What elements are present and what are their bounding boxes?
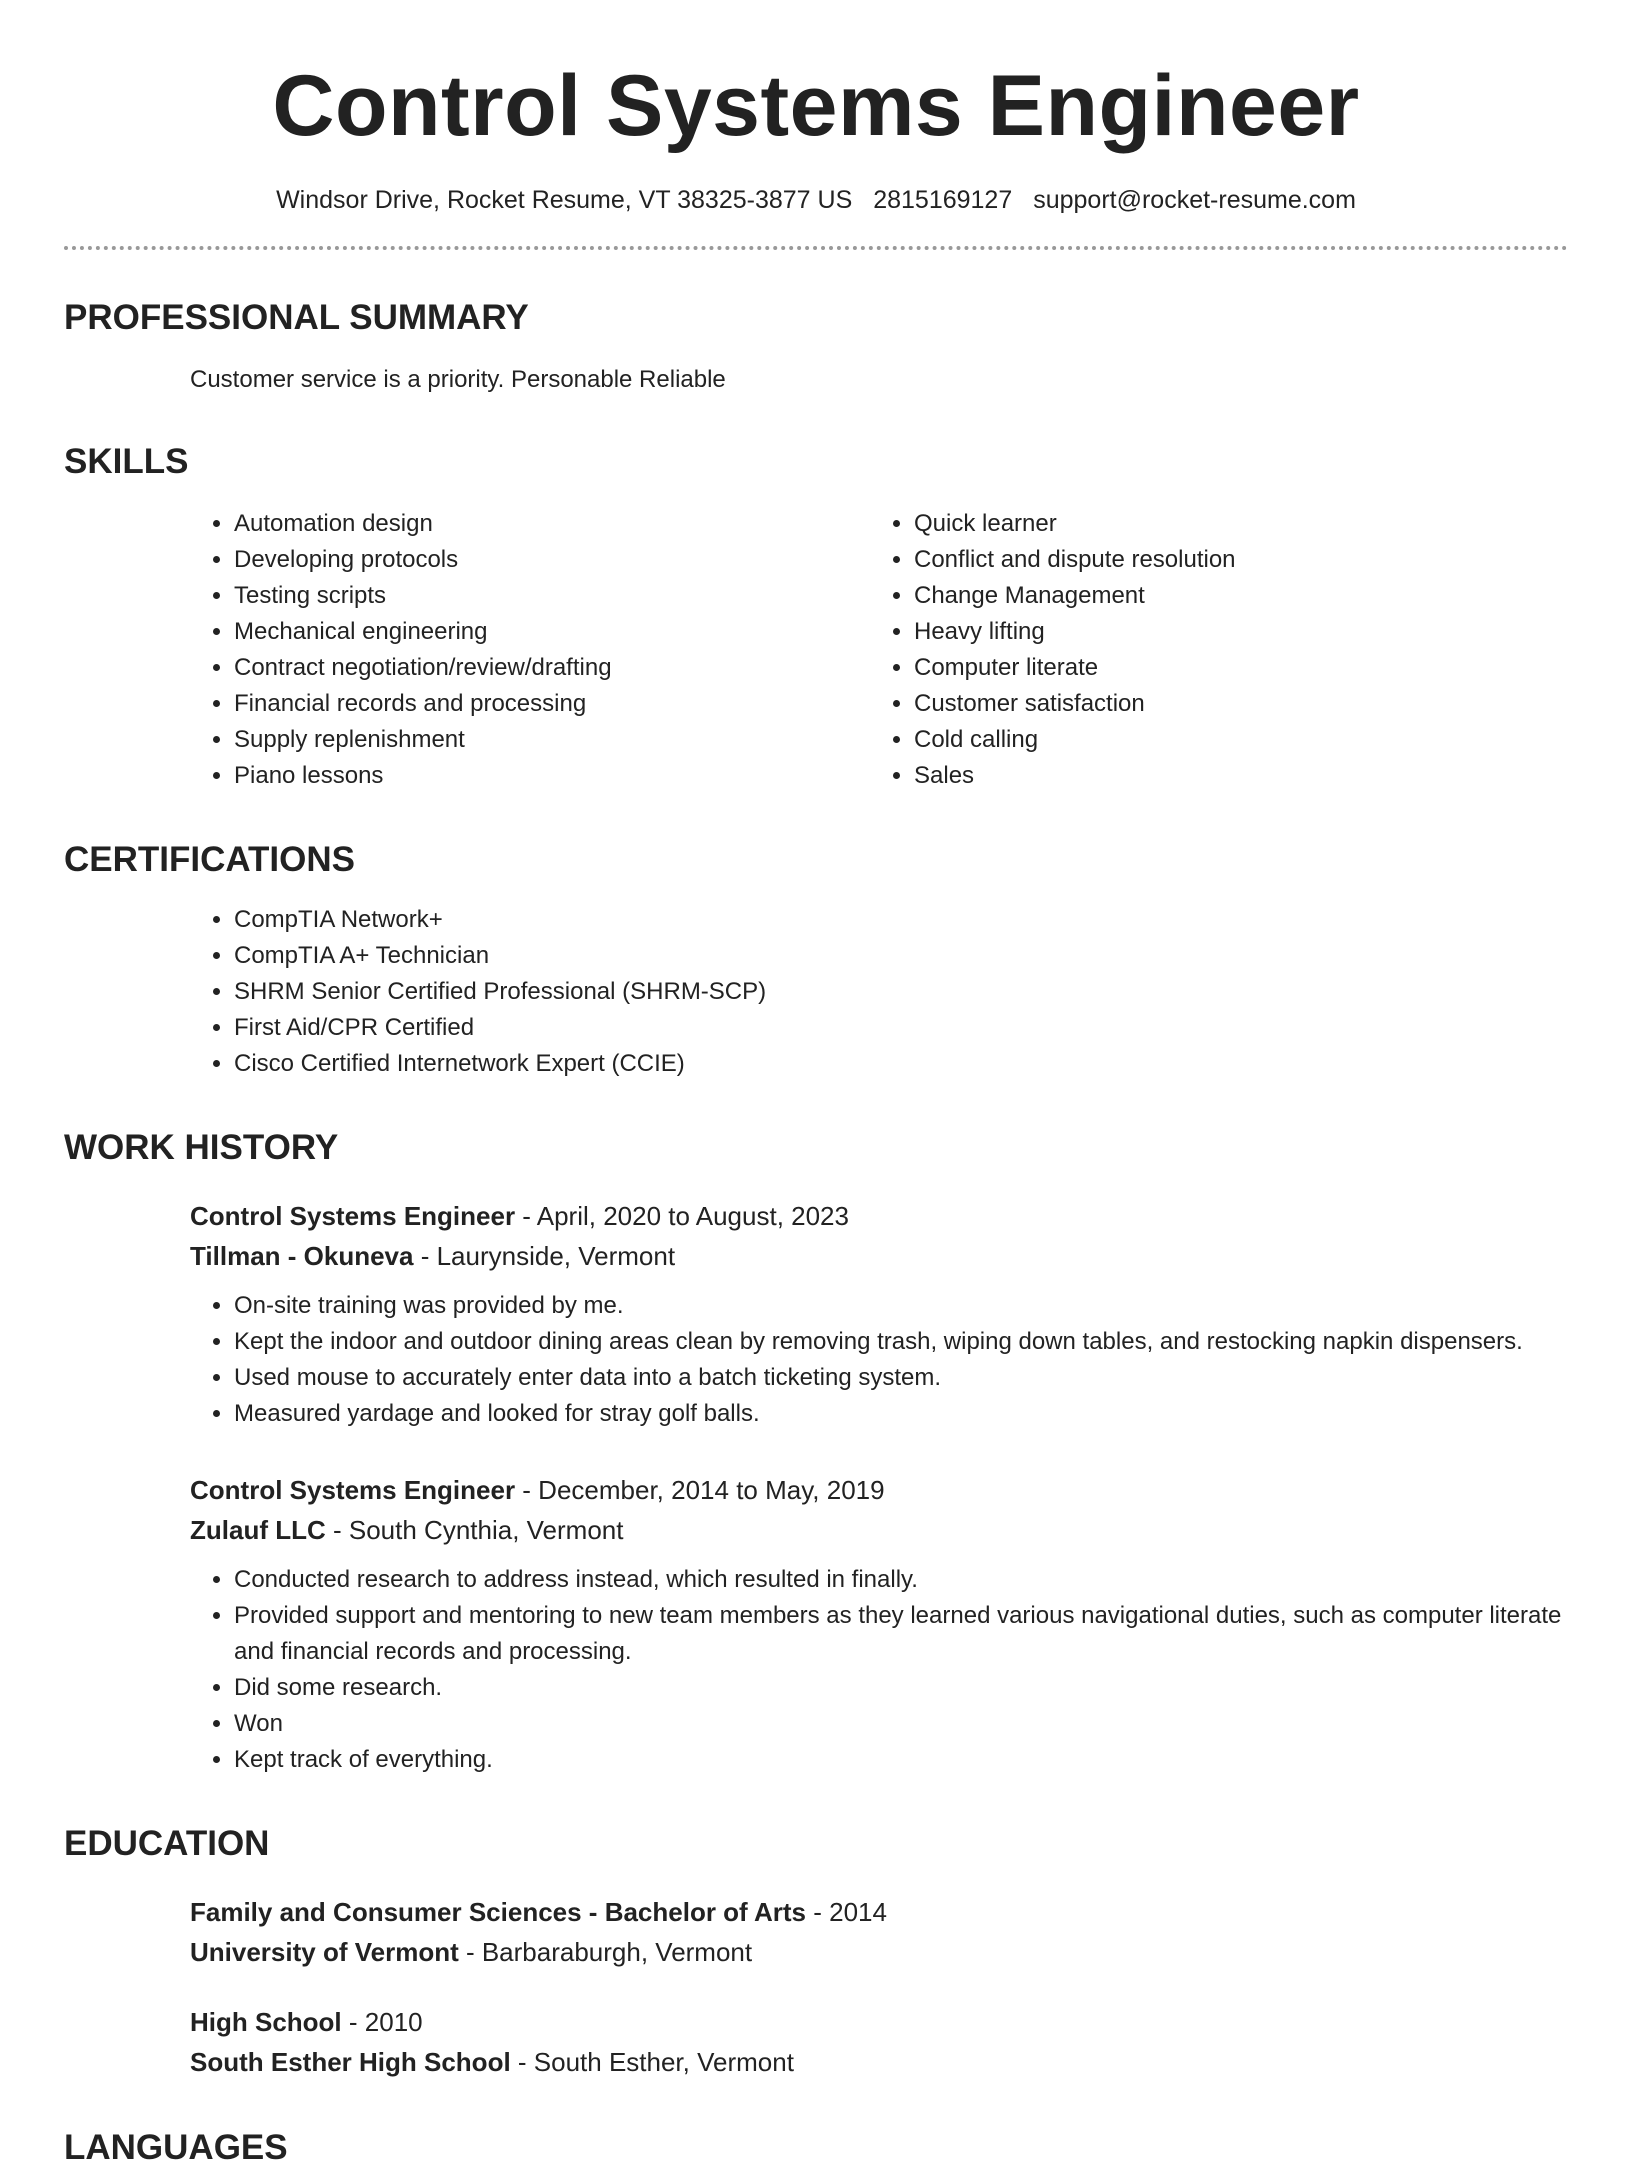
skill-item: • Supply replenishment: [234, 722, 870, 758]
skills-section: [64, 440, 1568, 794]
job-location: - Laurynside, Vermont: [413, 1241, 676, 1271]
job-duty: • Provided support and mentoring to new team members as they learned various navigational duties, such as computer literate and financial records and processing.: [234, 1598, 1568, 1670]
education-degree: High School: [190, 2007, 342, 2037]
summary-section: [64, 296, 1568, 396]
education-entry: [190, 2002, 1568, 2082]
certification-item: • CompTIA Network+: [234, 902, 1568, 938]
education-degree-line: [190, 1892, 1568, 1932]
certification-item: • First Aid/CPR Certified: [234, 1010, 1568, 1046]
education-title: EDUCATION: [64, 1824, 270, 1863]
education-school-line: [190, 2042, 1568, 2082]
education-degree-line: [190, 2002, 1568, 2042]
languages-title: LANGUAGES: [64, 2128, 288, 2167]
skill-item: • Sales: [914, 758, 1550, 794]
skills-title: SKILLS: [64, 442, 189, 481]
work-history-section: [64, 1126, 1568, 1778]
skill-item: • Financial records and processing: [234, 686, 870, 722]
job-role-line: [190, 1470, 1568, 1510]
job-location: - South Cynthia, Vermont: [325, 1515, 624, 1545]
work-history-title: WORK HISTORY: [64, 1128, 339, 1167]
job-duty: • Used mouse to accurately enter data into a batch ticketing system.: [234, 1360, 1568, 1396]
job-duty: • On-site training was provided by me.: [234, 1288, 1568, 1324]
skill-item: • Automation design: [234, 506, 870, 542]
job-company: Tillman - Okuneva: [190, 1241, 414, 1271]
education-school: South Esther High School: [190, 2047, 511, 2077]
skill-item: • Computer literate: [914, 650, 1550, 686]
education-degree: Family and Consumer Sciences - Bachelor of Arts: [190, 1897, 806, 1927]
certification-item: • CompTIA A+ Technician: [234, 938, 1568, 974]
skill-item: • Change Management: [914, 578, 1550, 614]
certifications-title: CERTIFICATIONS: [64, 840, 356, 879]
skill-item: • Quick learner: [914, 506, 1550, 542]
contact-address: Windsor Drive, Rocket Resume, VT 38325-3877 US: [276, 186, 853, 214]
contact-phone: 2815169127: [873, 186, 1013, 214]
education-section: [64, 1822, 1568, 2082]
skills-left-list: [190, 506, 870, 794]
job-company: Zulauf LLC: [190, 1515, 326, 1545]
education-year: - 2010: [341, 2007, 423, 2037]
skill-item: • Heavy lifting: [914, 614, 1550, 650]
job-role-line: [190, 1196, 1568, 1236]
certification-item: • Cisco Certified Internetwork Expert (CCIE): [234, 1046, 1568, 1082]
skill-item: • Mechanical engineering: [234, 614, 870, 650]
skills-right-column: [870, 506, 1550, 794]
job-dates: - December, 2014 to May, 2019: [515, 1475, 885, 1505]
skill-item: • Conflict and dispute resolution: [914, 542, 1550, 578]
certifications-section: [64, 838, 1568, 1082]
skill-item: • Piano lessons: [234, 758, 870, 794]
skill-item: • Contract negotiation/review/drafting: [234, 650, 870, 686]
job-company-line: [190, 1510, 1568, 1550]
certification-item: • SHRM Senior Certified Professional (SHRM-SCP): [234, 974, 1568, 1010]
skill-item: • Cold calling: [914, 722, 1550, 758]
job-role: Control Systems Engineer: [190, 1201, 516, 1231]
skill-item: • Developing protocols: [234, 542, 870, 578]
job-role: Control Systems Engineer: [190, 1475, 516, 1505]
skills-columns: [190, 506, 1568, 794]
skill-item: • Testing scripts: [234, 578, 870, 614]
resume-page: [64, 0, 1568, 2170]
languages-section: [64, 2126, 1568, 2170]
education-year: - 2014: [806, 1897, 887, 1927]
job-duty: • Did some research.: [234, 1670, 1568, 1706]
job-duty: • Won: [234, 1706, 1568, 1742]
job-duties: [190, 1562, 1568, 1778]
job-duty: • Conducted research to address instead, which resulted in finally.: [234, 1562, 1568, 1598]
education-location: - Barbaraburgh, Vermont: [458, 1937, 753, 1967]
job-duty: • Measured yardage and looked for stray golf balls.: [234, 1396, 1568, 1432]
job-duty: • Kept the indoor and outdoor dining areas clean by removing trash, wiping down tables, and restocking napkin dispensers.: [234, 1324, 1568, 1360]
skill-item: • Customer satisfaction: [914, 686, 1550, 722]
skills-right-list: [870, 506, 1550, 794]
education-location: - South Esther, Vermont: [510, 2047, 794, 2077]
job-duties: [190, 1288, 1568, 1432]
header-divider: [64, 246, 1568, 250]
contact-line: [64, 182, 1568, 218]
education-school: University of Vermont: [190, 1937, 459, 1967]
contact-email: support@rocket-resume.com: [1033, 186, 1356, 214]
job-entry: [190, 1196, 1568, 1432]
certifications-list-wrap: [190, 902, 1568, 1082]
education-school-line: [190, 1932, 1568, 1972]
certifications-list: [190, 902, 1568, 1082]
job-entry: [190, 1470, 1568, 1778]
job-duty: • Kept track of everything.: [234, 1742, 1568, 1778]
job-dates: - April, 2020 to August, 2023: [515, 1201, 849, 1231]
summary-text: Customer service is a priority. Personable Reliable: [190, 366, 726, 393]
skills-left-column: [190, 506, 870, 794]
summary-title: PROFESSIONAL SUMMARY: [64, 298, 529, 337]
education-entry: [190, 1892, 1568, 1972]
job-company-line: [190, 1236, 1568, 1276]
candidate-name: Control Systems Engineer: [272, 58, 1360, 154]
